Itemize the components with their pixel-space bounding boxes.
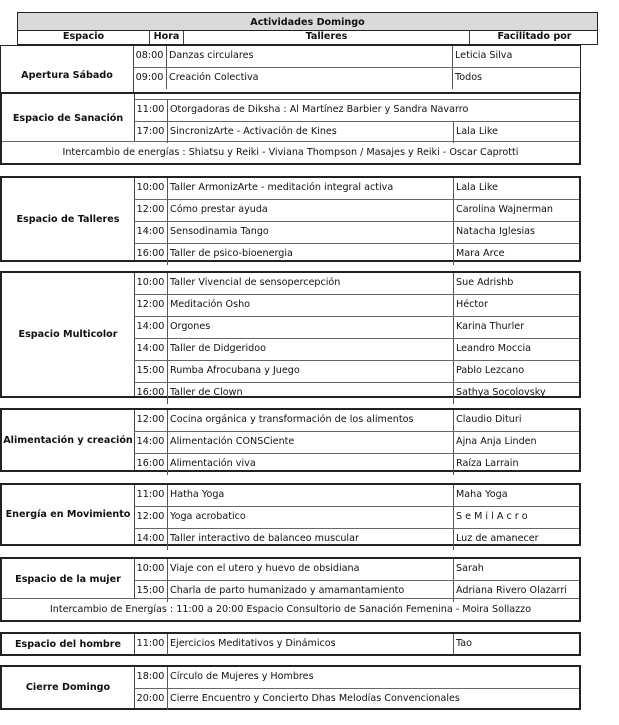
- row-workshop: Orgones: [168, 317, 454, 338]
- row-facilitator: Mara Arce: [456, 248, 505, 259]
- table-row: [134, 634, 579, 655]
- table-row: [134, 689, 579, 710]
- block-cierre: [0, 665, 581, 710]
- row-hour: 14:00: [134, 529, 168, 550]
- row-hour: 14:00: [134, 317, 168, 338]
- row-facilitator: Sue Adrishb: [456, 277, 514, 288]
- table-row: [134, 339, 579, 361]
- energy-exchange-note: Intercambio de energías : Shiatsu y Reiki - Viviana Thompson / Masajes y Reiki - Oscar Caprotti: [2, 141, 579, 163]
- row-facilitator: S e M i l A c r o: [456, 511, 528, 522]
- row-workshop: Alimentación viva: [168, 454, 454, 475]
- row-facilitator: Pablo Lezcano: [456, 365, 525, 376]
- row-hour: 10:00: [134, 559, 168, 580]
- table-row: [133, 46, 580, 68]
- row-hour: 12:00: [134, 507, 168, 528]
- table-row: [134, 559, 579, 581]
- table-row: [134, 244, 579, 265]
- row-hour: 17:00: [134, 122, 168, 143]
- table-row: [134, 122, 579, 143]
- block-mujer: [0, 557, 581, 622]
- row-hour: 11:00: [134, 100, 168, 121]
- row-hour: 12:00: [134, 410, 168, 431]
- table-row: [134, 200, 579, 222]
- header-facilitator: Facilitado por: [497, 31, 572, 42]
- row-workshop: Taller de psico-bioenergia: [168, 244, 454, 265]
- table-row: [134, 432, 579, 454]
- row-hour: 16:00: [134, 454, 168, 475]
- row-hour: 12:00: [134, 200, 168, 221]
- row-workshop: Yoga acrobatico: [168, 507, 454, 528]
- row-workshop: Cómo prestar ayuda: [168, 200, 454, 221]
- row-workshop: Ejercicios Meditativos y Dinámicos: [168, 634, 454, 655]
- row-workshop: Cocina orgánica y transformación de los alimentos: [168, 410, 454, 431]
- table-header: [17, 31, 598, 45]
- space-name: Alimentación y creación: [2, 410, 135, 470]
- row-hour: 16:00: [134, 244, 168, 265]
- row-workshop: Otorgadoras de Diksha : Al Martínez Barbier y Sandra Navarro: [170, 104, 469, 115]
- row-workshop: Rumba Afrocubana y Juego: [168, 361, 454, 382]
- table-row: [134, 529, 579, 550]
- row-hour: 15:00: [134, 361, 168, 382]
- block-sanacion: [0, 92, 581, 165]
- row-workshop: SincronizArte - Activación de Kines: [168, 122, 454, 143]
- table-title: Actividades Domingo: [17, 12, 598, 31]
- row-facilitator: Maha Yoga: [456, 489, 508, 500]
- row-workshop: Taller de Didgeridoo: [168, 339, 454, 360]
- row-hour: 18:00: [134, 667, 168, 688]
- space-name: Apertura Sábado: [1, 46, 134, 104]
- space-name: Energía en Movimiento: [2, 485, 135, 544]
- block-talleres: [0, 176, 581, 262]
- row-hour: 08:00: [133, 46, 167, 67]
- row-hour: 14:00: [134, 432, 168, 453]
- space-name: Espacio de Sanación: [2, 94, 135, 142]
- space-name: Espacio de la mujer: [2, 559, 135, 599]
- row-facilitator: Lala Like: [456, 182, 498, 193]
- header-space: Espacio: [18, 31, 150, 44]
- block-multicolor: [0, 271, 581, 398]
- row-facilitator: Todos: [455, 72, 483, 83]
- row-workshop: Taller ArmonizArte - meditación integral activa: [168, 178, 454, 199]
- row-workshop: Creación Colectiva: [167, 68, 453, 89]
- table-row: [134, 317, 579, 339]
- table-row: [134, 273, 579, 295]
- block-energia: [0, 483, 581, 546]
- header-hour: Hora: [150, 31, 184, 44]
- row-workshop: Viaje con el utero y huevo de obsidiana: [168, 559, 454, 580]
- row-facilitator: Sarah: [456, 563, 484, 574]
- space-name: Espacio de Talleres: [2, 178, 135, 260]
- row-workshop: Taller Vivencial de sensopercepción: [168, 273, 454, 294]
- row-workshop: Charla de parto humanizado y amamantamiento: [168, 581, 454, 602]
- table-row: [134, 507, 579, 529]
- row-facilitator: Claudio Dituri: [456, 414, 522, 425]
- energy-exchange-note: Intercambio de Energías : 11:00 a 20:00 Espacio Consultorio de Sanación Femenina - Moira Sollazzo: [2, 598, 579, 620]
- space-name: Espacio del hombre: [2, 634, 135, 654]
- row-workshop: Sensodinamia Tango: [168, 222, 454, 243]
- row-facilitator: Natacha Iglesias: [456, 226, 536, 237]
- row-workshop: Alimentación CONSCiente: [168, 432, 454, 453]
- row-facilitator: Leandro Moccia: [456, 343, 532, 354]
- table-row: [133, 68, 580, 89]
- row-facilitator: Adriana Rivero Olazarri: [456, 585, 567, 596]
- row-facilitator: Leticia Silva: [455, 50, 513, 61]
- row-facilitator: Héctor: [456, 299, 488, 310]
- row-hour: 10:00: [134, 273, 168, 294]
- row-hour: 15:00: [134, 581, 168, 602]
- table-row: [134, 178, 579, 200]
- row-hour: 14:00: [134, 222, 168, 243]
- table-row: [134, 410, 579, 432]
- table-row: [134, 383, 579, 404]
- table-row: [134, 222, 579, 244]
- table-row: [134, 667, 579, 689]
- row-hour: 20:00: [134, 689, 168, 710]
- row-facilitator: Sathya Socolovsky: [456, 387, 546, 398]
- header-workshop: Talleres: [184, 31, 470, 44]
- row-workshop: Meditación Osho: [168, 295, 454, 316]
- row-hour: 09:00: [133, 68, 167, 89]
- table-row: [134, 454, 579, 475]
- row-workshop: Danzas circulares: [167, 46, 453, 67]
- row-workshop: Taller interactivo de balanceo muscular: [168, 529, 454, 550]
- table-row: [134, 485, 579, 507]
- row-workshop: Cierre Encuentro y Concierto Dhas Melodías Convencionales: [170, 693, 460, 704]
- row-workshop: Círculo de Mujeres y Hombres: [170, 671, 314, 682]
- block-alimentacion: [0, 408, 581, 472]
- table-row: [134, 361, 579, 383]
- row-facilitator: Carolina Wajnerman: [456, 204, 554, 215]
- row-hour: 14:00: [134, 339, 168, 360]
- row-hour: 11:00: [134, 634, 168, 655]
- row-hour: 10:00: [134, 178, 168, 199]
- row-facilitator: Raíza Larrain: [456, 458, 519, 469]
- row-hour: 16:00: [134, 383, 168, 404]
- schedule-table: [17, 12, 598, 45]
- table-row: [134, 100, 579, 122]
- row-facilitator: Tao: [456, 638, 473, 649]
- space-name: Espacio Multicolor: [2, 273, 135, 396]
- row-hour: 11:00: [134, 485, 168, 506]
- row-facilitator: Ajna Anja Linden: [456, 436, 537, 447]
- space-name: Cierre Domingo: [2, 667, 135, 708]
- row-hour: 12:00: [134, 295, 168, 316]
- row-facilitator: Luz de amanecer: [456, 533, 539, 544]
- row-workshop: Hatha Yoga: [168, 485, 454, 506]
- row-workshop: Taller de Clown: [168, 383, 454, 404]
- row-facilitator: Lala Like: [456, 126, 498, 137]
- table-row: [134, 295, 579, 317]
- block-hombre: [0, 632, 581, 656]
- row-facilitator: Karina Thurler: [456, 321, 525, 332]
